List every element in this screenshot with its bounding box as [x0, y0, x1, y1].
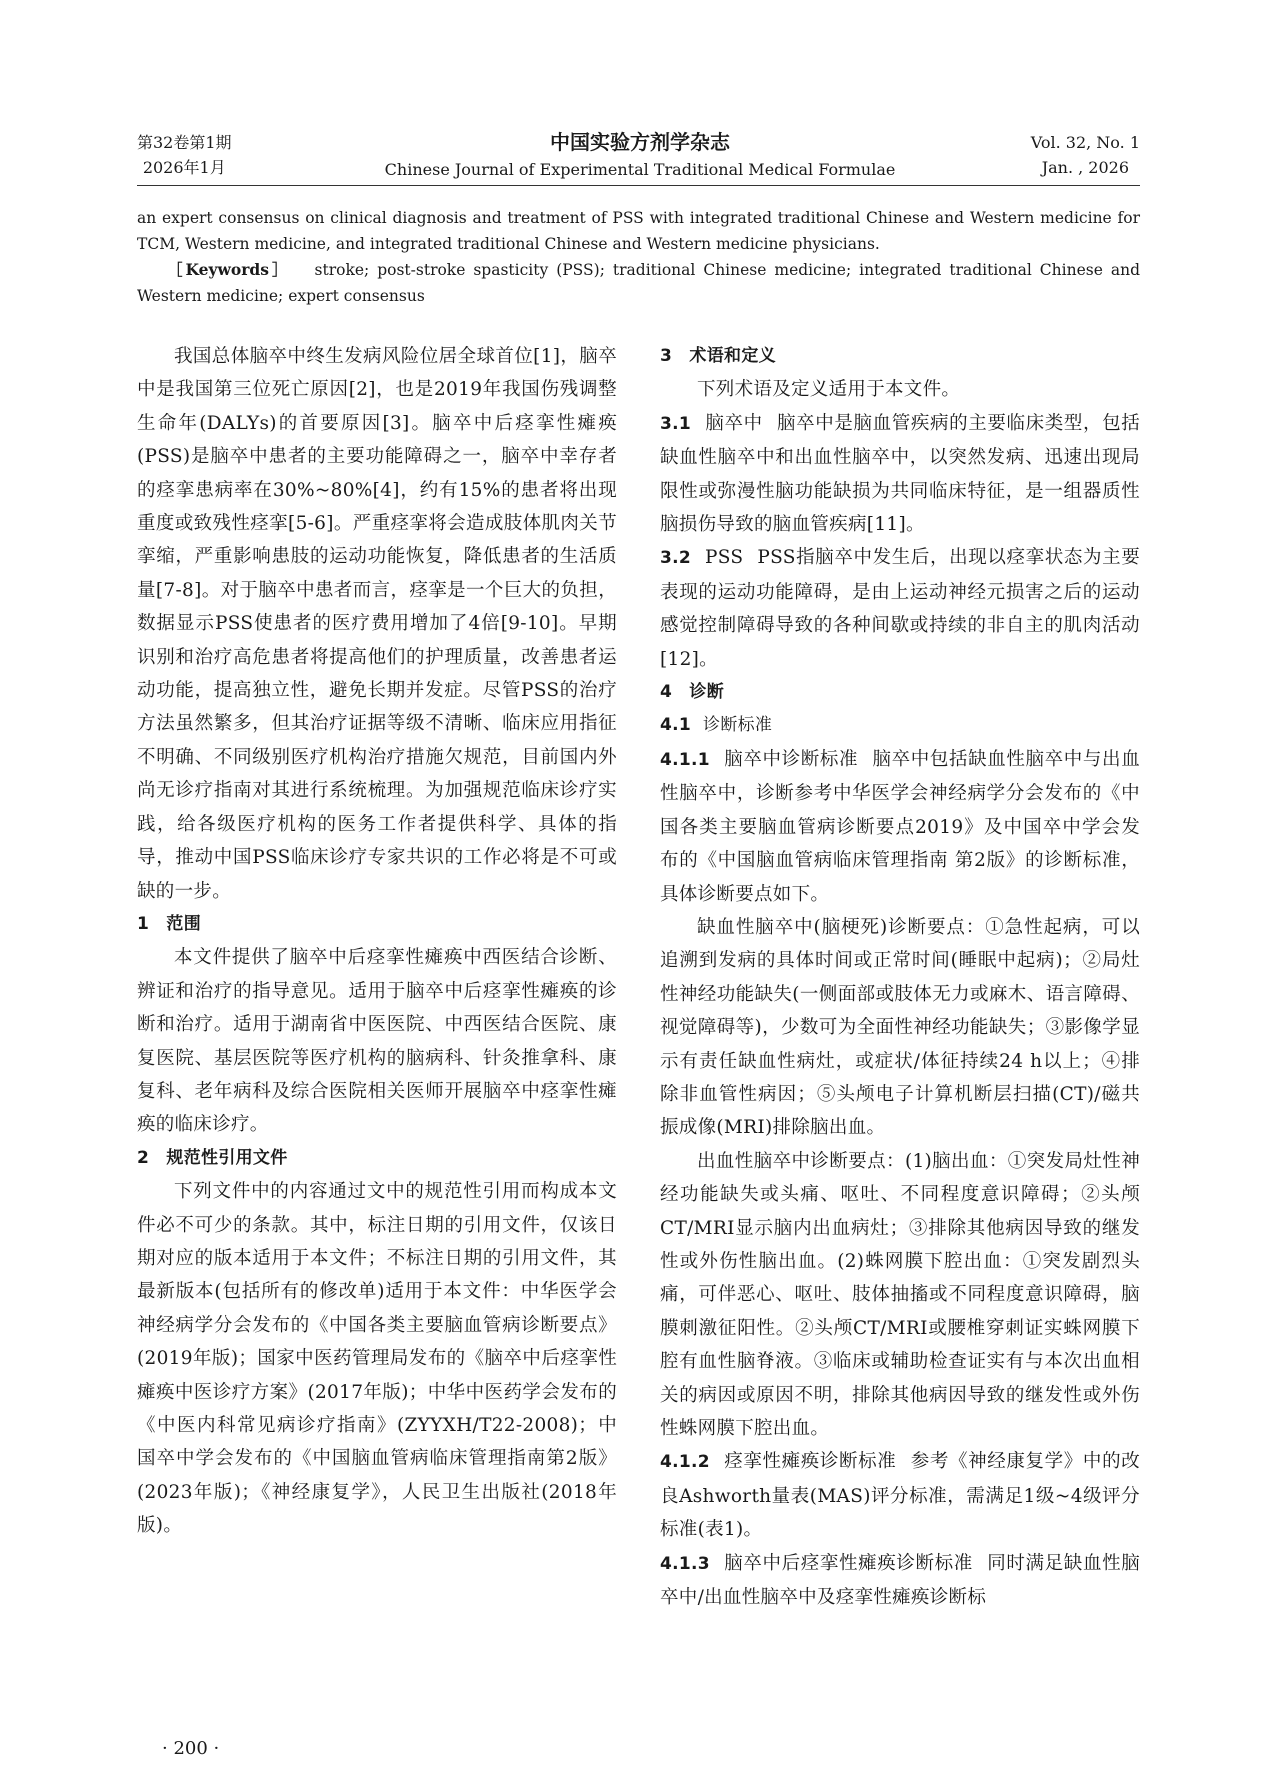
subsection-4-1-num: 4.1 [660, 715, 692, 736]
term-3-2-text: PSS指脑卒中发生后，出现以痉挛状态为主要表现的运动功能障碍，是由上运动神经元损害之后的运动感觉控制障碍导致的各种间歇或持续的非自主的肌肉活动[12]。 [660, 547, 1140, 670]
vol-no: Vol. 32, No. 1 [1030, 133, 1140, 152]
clause-4-1-2 [660, 1445, 1140, 1546]
page-number: · 200 · [162, 1738, 220, 1759]
clause-4-1-1-num: 4.1.1 [660, 749, 710, 770]
journal-title-en: Chinese Journal of Experimental Traditional Medical Formulae [384, 160, 896, 179]
english-abstract [137, 205, 1140, 309]
intro-paragraph: 我国总体脑卒中终生发病风险位居全球首位[1]，脑卒中是我国第三位死亡原因[2]，也是2019年我国伤残调整生命年(DALYs)的首要原因[3]。脑卒中后痉挛性瘫痪(PSS)是脑卒中患者的主要功能障碍之一，脑卒中幸存者的痉挛患病率在30%~80%[4]，约有15%的患者将出现重度或致残性痉挛[5-6]。严重痉挛将会造成肢体肌肉关节挛缩，严重影响患肢的运动功能恢复，降低患者的生活质量[7-8]。对于脑卒中患者而言，痉挛是一个巨大的负担，数据显示PSS使患者的医疗费用增加了4倍[9-10]。早期识别和治疗高危患者将提高他们的护理质量，改善患者运动功能，提高独立性，避免长期并发症。尽管PSS的治疗方法虽然繁多，但其治疗证据等级不清晰、临床应用指征不明确、不同级别医疗机构治疗措施欠规范，目前国内外尚无诊疗指南对其进行系统梳理。为加强规范临床诊疗实践，给各级医疗机构的医务工作者提供科学、具体的指导，推动中国PSS临床诊疗专家共识的工作必将是不可或缺的一步。 [137, 346, 617, 902]
clause-4-1-2-num: 4.1.2 [660, 1452, 710, 1473]
clause-4-1-3-text: 同时满足缺血性脑卒中/出血性脑卒中及痉挛性瘫痪诊断标 [660, 1552, 1141, 1609]
subsection-4-1 [660, 709, 1140, 742]
clause-4-1-3 [660, 1547, 1140, 1615]
keywords-label: ［Keywords］ [167, 260, 291, 279]
header-rule [137, 185, 1140, 186]
clause-4-1-1-text: 脑卒中包括缺血性脑卒中与出血性脑卒中，诊断参考中华医学会神经病学分会发布的《中国各类主要脑血管病诊断要点2019》及中国卒中学会发布的《中国脑血管病临床管理指南 第2版》的诊断标准，具体诊断要点如下。 [660, 748, 1140, 905]
term-3-2-term: PSS [705, 547, 744, 569]
running-header-vol-en [1031, 130, 1140, 180]
section-1-heading: 1 范围 [137, 913, 202, 934]
clause-4-1-2-text: 参考《神经康复学》中的改良Ashworth量表(MAS)评分标准，需满足1级~4级评分标准(表1)。 [660, 1451, 1140, 1541]
clause-4-1-1 [660, 743, 1140, 911]
left-column [137, 340, 617, 1543]
clause-4-1-3-num: 4.1.3 [660, 1553, 710, 1574]
term-3-2-num: 3.2 [660, 548, 692, 569]
section-4-heading: 4 诊断 [660, 682, 725, 703]
clause-4-1-2-term: 痉挛性瘫痪诊断标准 [723, 1451, 897, 1473]
term-3-1-term: 脑卒中 [705, 412, 763, 434]
term-3-1 [660, 407, 1140, 542]
date-en: Jan. , 2026 [1041, 158, 1130, 177]
issue-date: 2026年1月 [142, 158, 226, 177]
keywords-text: stroke; post-stroke spasticity (PSS); traditional Chinese medicine; integrated traditional Chinese and Western medicine; expert consensus [137, 261, 1140, 305]
term-3-1-num: 3.1 [660, 413, 692, 434]
section-2-text: 下列文件中的内容通过文中的规范性引用而构成本文件必不可少的条款。其中，标注日期的引用文件，仅该日期对应的版本适用于本文件；不标注日期的引用文件，其最新版本(包括所有的修改单)适用于本文件：中华医学会神经病学分会发布的《中国各类主要脑血管病诊断要点》(2019年版)；国家中医药管理局发布的《脑卒中后痉挛性瘫痪中医诊疗方案》(2017年版)；中华中医药学会发布的《中医内科常见病诊疗指南》(ZYYXH/T22-2008)；中国卒中学会发布的《中国脑血管病临床管理指南第2版》(2023年版)；《神经康复学》，人民卫生出版社(2018年版)。 [137, 1181, 617, 1537]
running-header-volume [137, 130, 232, 180]
keywords-line [137, 257, 1140, 309]
section-3-intro: 下列术语及定义适用于本文件。 [697, 379, 961, 401]
subsection-4-1-title: 诊断标准 [703, 715, 773, 736]
abstract-text: an expert consensus on clinical diagnosis and treatment of PSS with integrated traditional Chinese and Western medicine for TCM, Western medicine, and integrated traditional Chinese and Western medicine physicians. [137, 209, 1140, 253]
section-1-text: 本文件提供了脑卒中后痉挛性瘫痪中西医结合诊断、辨证和治疗的指导意见。适用于脑卒中后痉挛性瘫痪的诊断和治疗。适用于湖南省中医医院、中西医结合医院、康复医院、基层医院等医疗机构的脑病科、针灸推拿科、康复科、老年病科及综合医院相关医师开展脑卒中痉挛性瘫痪的临床诊疗。 [137, 947, 617, 1136]
volume-issue: 第32卷第1期 [137, 133, 232, 152]
ischemic-criteria: 缺血性脑卒中(脑梗死)诊断要点：①急性起病，可以追溯到发病的具体时间或正常时间(睡眠中起病)；②局灶性神经功能缺失(一侧面部或肢体无力或麻木、语言障碍、视觉障碍等)，少数可为全面性神经功能缺失；③影像学显示有责任缺血性病灶，或症状/体征持续24 h以上；④排除非血管性病因；⑤头颅电子计算机断层扫描(CT)/磁共振成像(MRI)排除脑出血。 [660, 916, 1140, 1139]
section-3-heading: 3 术语和定义 [660, 346, 776, 366]
clause-4-1-3-term: 脑卒中后痉挛性瘫痪诊断标准 [723, 1552, 973, 1574]
right-column [660, 340, 1140, 1614]
term-3-1-text: 脑卒中是脑血管疾病的主要临床类型，包括缺血性脑卒中和出血性脑卒中，以突然发病、迅速出现局限性或弥漫性脑功能缺损为共同临床特征，是一组器质性脑损伤导致的脑血管疾病[11]。 [660, 412, 1140, 536]
hemorrhagic-criteria: 出血性脑卒中诊断要点：(1)脑出血：①突发局灶性神经功能缺失或头痛、呕吐、不同程度意识障碍；②头颅CT/MRI显示脑内出血病灶；③排除其他病因导致的继发性或外伤性脑出血。(2)蛛网膜下腔出血：①突发剧烈头痛，可伴恶心、呕吐、肢体抽搐或不同程度意识障碍，脑膜刺激征阳性。②头颅CT/MRI或腰椎穿刺证实蛛网膜下腔有血性脑脊液。③临床或辅助检查证实有与本次出血相关的病因或原因不明，排除其他病因导致的继发性或外伤性蛛网膜下腔出血。 [660, 1150, 1140, 1439]
journal-title [380, 128, 900, 182]
term-3-2 [660, 541, 1140, 676]
section-2-heading: 2 规范性引用文件 [137, 1147, 288, 1168]
journal-title-cn: 中国实验方剂学杂志 [550, 130, 730, 154]
clause-4-1-1-term: 脑卒中诊断标准 [723, 748, 859, 770]
